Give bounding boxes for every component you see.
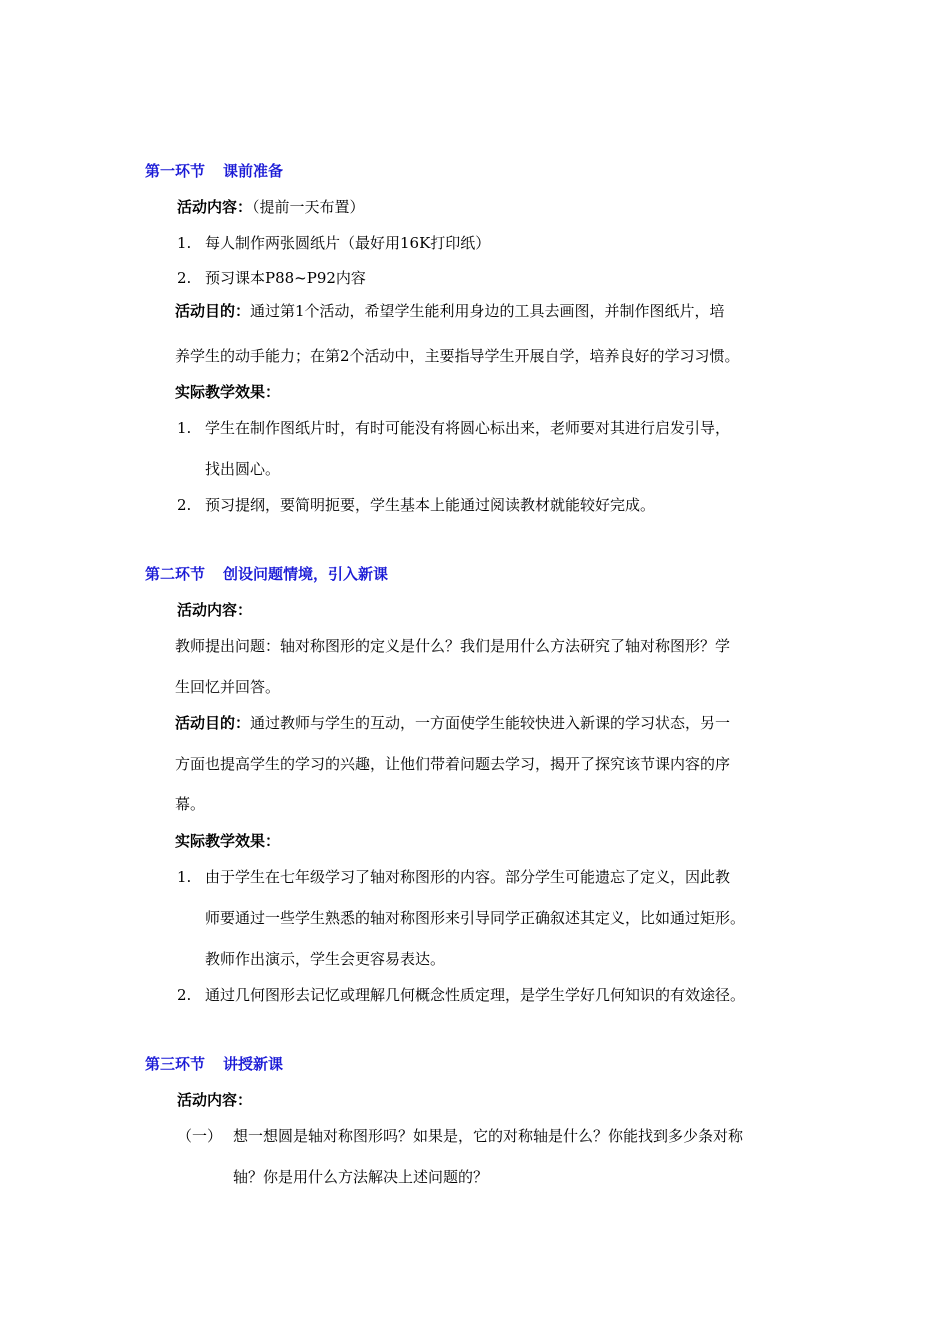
s3-question-cont: 轴？你是用什么方法解决上述问题的？ <box>233 1168 489 1186</box>
s1-item-1 <box>177 233 490 253</box>
s2-effect-1 <box>177 867 730 887</box>
section-3-subtitle: 讲授新课 <box>223 1055 284 1073</box>
s1-item-1-num: 1. <box>177 234 192 252</box>
s1-item-2-text: 预习课本P88~P92内容 <box>205 269 366 287</box>
s1-effect-label: 实际教学效果： <box>175 383 281 401</box>
s1-content-note: （提前一天布置） <box>252 198 365 216</box>
s2-purpose-label: 活动目的： <box>175 714 251 732</box>
section-2-subtitle: 创设问题情境，引入新课 <box>223 565 389 583</box>
s1-item-2 <box>177 268 366 288</box>
section-1-title: 第一环节 <box>145 162 206 180</box>
s1-effect-1-num: 1. <box>177 419 192 437</box>
s2-effect-1-cont-1: 师要通过一些学生熟悉的轴对称图形来引导同学正确叙述其定义，比如通过矩形。 <box>205 909 746 927</box>
s3-question-1 <box>177 1126 743 1146</box>
section-1-heading <box>145 161 283 181</box>
s1-effect-1 <box>177 418 730 438</box>
s2-content-line-2: 生回忆并回答。 <box>175 678 281 696</box>
s1-content-label: 活动内容： <box>177 198 253 216</box>
s1-effect-1-cont: 找出圆心。 <box>205 460 281 478</box>
s3-question-num: （一） <box>177 1127 223 1145</box>
s1-content-row <box>177 197 365 217</box>
s2-purpose-line-1 <box>175 713 730 733</box>
section-2-title: 第二环节 <box>145 565 206 583</box>
s1-effect-2 <box>177 495 655 515</box>
s2-purpose-text-1: 通过教师与学生的互动，一方面使学生能较快进入新课的学习状态，另一 <box>250 714 731 732</box>
s2-effect-2-num: 2. <box>177 986 192 1004</box>
s2-effect-label: 实际教学效果： <box>175 832 281 850</box>
s1-effect-1-text: 学生在制作图纸片时，有时可能没有将圆心标出来，老师要对其进行启发引导， <box>205 419 731 437</box>
s2-effect-1-num: 1. <box>177 868 192 886</box>
s1-purpose-line-1 <box>175 301 725 321</box>
section-3-title: 第三环节 <box>145 1055 206 1073</box>
s1-effect-2-num: 2. <box>177 496 192 514</box>
s3-question-text-1: 想一想圆是轴对称图形吗？如果是，它的对称轴是什么？你能找到多少条对称 <box>233 1127 744 1145</box>
s1-purpose-label: 活动目的： <box>175 302 251 320</box>
s1-purpose-line-2: 养学生的动手能力；在第2个活动中，主要指导学生开展自学，培养良好的学习习惯。 <box>175 347 740 365</box>
s2-effect-1-text: 由于学生在七年级学习了轴对称图形的内容。部分学生可能遗忘了定义，因此教 <box>205 868 731 886</box>
section-3-heading <box>145 1054 283 1074</box>
s1-item-2-num: 2. <box>177 269 192 287</box>
s1-effect-2-text: 预习提纲，要简明扼要，学生基本上能通过阅读教材就能较好完成。 <box>205 496 656 514</box>
s2-content-line-1: 教师提出问题：轴对称图形的定义是什么？我们是用什么方法研究了轴对称图形？学 <box>175 637 731 655</box>
s1-purpose-text-1: 通过第1个活动，希望学生能利用身边的工具去画图，并制作图纸片，培 <box>250 302 725 320</box>
section-2-heading <box>145 564 388 584</box>
s2-effect-2-text: 通过几何图形去记忆或理解几何概念性质定理，是学生学好几何知识的有效途径。 <box>205 986 746 1004</box>
section-1-subtitle: 课前准备 <box>223 162 284 180</box>
s3-content-label: 活动内容： <box>177 1091 253 1109</box>
s2-effect-1-cont-2: 教师作出演示，学生会更容易表达。 <box>205 950 446 968</box>
s2-content-label: 活动内容： <box>177 601 253 619</box>
s1-item-1-text: 每人制作两张圆纸片（最好用16K打印纸） <box>205 234 491 252</box>
s2-purpose-line-3: 幕。 <box>175 795 206 813</box>
s2-effect-2 <box>177 985 745 1005</box>
s2-purpose-line-2: 方面也提高学生的学习的兴趣，让他们带着问题去学习，揭开了探究该节课内容的序 <box>175 755 731 773</box>
